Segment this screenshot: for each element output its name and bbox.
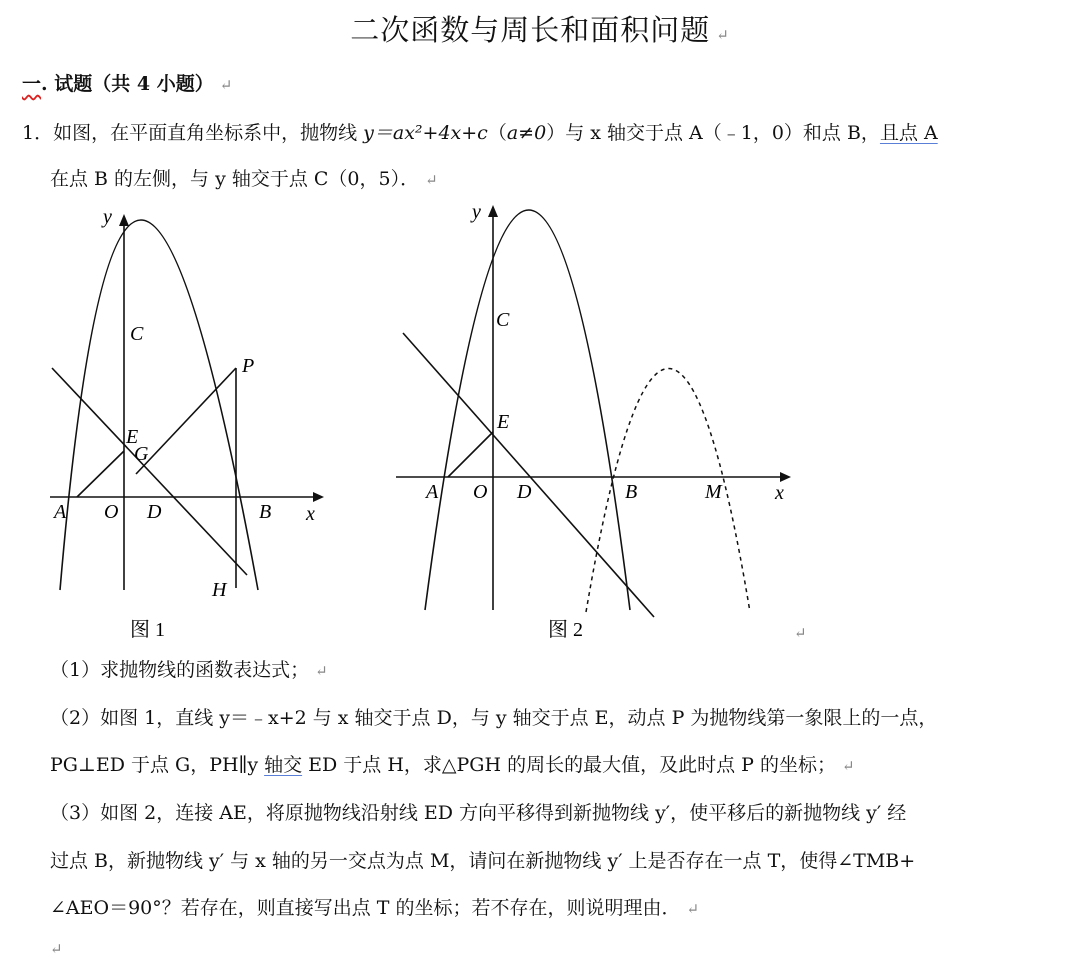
fig1-label-P: P	[242, 355, 255, 377]
fig2-y-arrow	[488, 205, 498, 217]
fig1-y-arrow	[119, 214, 129, 226]
figure-2	[380, 190, 820, 650]
problem-line-2: 在点 B 的左侧，与 y 轴交于点 C（0，5）． ↵	[50, 168, 438, 190]
question-2-line-1: （2）如图 1，直线 y＝﹣x+2 与 x 轴交于点 D，与 y 轴交于点 E，动点 P 为抛物线第一象限上的一点，	[50, 707, 938, 729]
fig1-label-E: E	[126, 426, 139, 448]
fig1-label-A: A	[54, 501, 67, 523]
fig1-label-G: G	[134, 443, 149, 465]
fig1-x-arrow	[313, 492, 324, 502]
fig2-label-A: A	[426, 481, 439, 503]
paragraph-mark: ↵	[716, 26, 730, 44]
section-heading: 一. 试题（共 4 小题） ↵	[22, 73, 233, 95]
fig2-label-y: y	[472, 201, 481, 223]
question-2-line-2: PG⊥ED 于点 G，PH∥y 轴交 ED 于点 H，求△PGH 的周长的最大值，及此时点 P 的坐标； ↵	[50, 754, 855, 776]
fig2-label-C: C	[496, 309, 510, 331]
fig2-segment-AE	[448, 432, 493, 477]
fig1-label-x: x	[306, 503, 315, 525]
fig1-label-y: y	[103, 206, 112, 228]
fig2-caption: 图 2	[548, 619, 583, 641]
fig2-label-D: D	[517, 481, 532, 503]
fig1-label-B: B	[259, 501, 272, 523]
fig2-new-parabola	[586, 369, 750, 613]
problem-line-1: 1．如图，在平面直角坐标系中，抛物线 y＝ax²+4x+c（a≠0）与 x 轴交于点 A（﹣1，0）和点 B，且点 A	[22, 122, 938, 144]
question-1: （1）求抛物线的函数表达式； ↵	[50, 659, 328, 681]
question-3-line-1: （3）如图 2，连接 AE，将原抛物线沿射线 ED 方向平移得到新抛物线 y′，使平移后的新抛物线 y′ 经	[50, 802, 907, 824]
fig1-parabola	[60, 220, 258, 590]
fig2-label-M: M	[705, 481, 722, 503]
fig2-label-x: x	[775, 482, 784, 504]
fig1-segment-PG	[136, 368, 236, 474]
fig1-label-H: H	[212, 579, 227, 601]
fig1-segment-AE	[77, 451, 124, 497]
page-title: 二次函数与周长和面积问题 ↵	[350, 13, 730, 47]
fig2-label-O: O	[473, 481, 488, 503]
paragraph-mark: ↵	[50, 940, 63, 958]
section-number: 一	[22, 73, 42, 95]
fig1-label-D: D	[147, 501, 162, 523]
fig2-x-arrow	[780, 472, 791, 482]
fig1-line-ED	[52, 368, 247, 575]
fig1-label-O: O	[104, 501, 119, 523]
fig2-line-ED	[403, 333, 654, 617]
figure-1	[0, 190, 360, 650]
fig2-label-B: B	[625, 481, 638, 503]
fig2-parabola	[425, 210, 630, 610]
paragraph-mark: ↵	[794, 624, 807, 642]
section-label: . 试题（共 4 小题）	[41, 73, 214, 95]
fig2-label-E: E	[497, 411, 510, 433]
parabola-equation: y＝ax²+4x+c	[363, 122, 488, 144]
question-3-line-3: ∠AEO＝90°？若存在，则直接写出点 T 的坐标；若不存在，则说明理由． ↵	[50, 897, 700, 919]
question-3-line-2: 过点 B，新抛物线 y′ 与 x 轴的另一交点为点 M，请问在新抛物线 y′ 上是否存在一点 T，使得∠TMB+	[50, 850, 916, 872]
fig1-label-C: C	[130, 323, 144, 345]
fig1-caption: 图 1	[130, 619, 165, 641]
